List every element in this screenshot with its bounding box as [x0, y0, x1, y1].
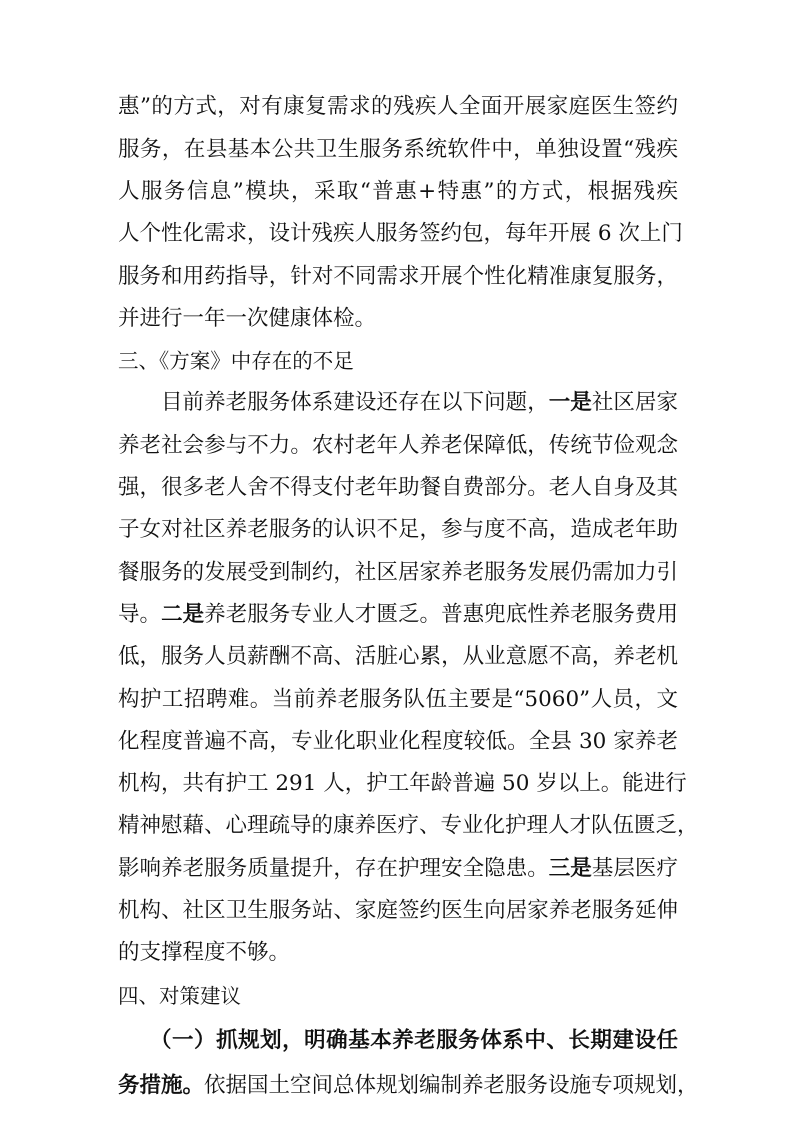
paragraph-2-line-2: 养老社会参与不力。农村老年人养老保障低，传统节俭观念: [118, 433, 678, 458]
paragraph-2-line-10: 机构，共有护工 291 人，护工年龄普遍 50 岁以上。能进行: [118, 771, 687, 796]
paragraph-3-line-2-text: 依据国土空间总体规划编制养老服务设施专项规划，: [204, 1073, 699, 1098]
point-two-label: 二是: [161, 602, 205, 627]
paragraph-2-line-9: 化程度普遍不高，专业化职业化程度较低。全县 30 家养老: [118, 729, 678, 754]
paragraph-1-line-4: 人个性化需求，设计残疾人服务签约包，每年开展 6 次上门: [118, 221, 683, 246]
paragraph-2-line-1-text: 目前养老服务体系建设还存在以下问题，: [161, 390, 549, 415]
paragraph-2-line-12-tail: 基层医疗: [591, 856, 678, 881]
paragraph-2-line-5: 餐服务的发展受到制约，社区居家养老服务发展仍需加力引: [118, 560, 678, 585]
paragraph-1-line-6: 并进行一年一次健康体检。: [118, 306, 377, 331]
paragraph-3-line-1: （一）抓规划，明确基本养老服务体系中、长期建设任: [150, 1028, 678, 1053]
paragraph-1-line-2: 服务，在县基本公共卫生服务系统软件中，单独设置“残疾: [118, 137, 678, 162]
point-three-label: 三是: [548, 856, 592, 881]
paragraph-2-line-3: 强，很多老人舍不得支付老年助餐自费部分。老人自身及其: [118, 475, 678, 500]
paragraph-3-line-2: [118, 1068, 699, 1104]
paragraph-2-line-6-tail: 养老服务专业人才匮乏。普惠兜底性养老服务费用: [204, 602, 678, 627]
paragraph-2-line-13: 机构、社区卫生服务站、家庭签约医生向居家养老服务延伸: [118, 898, 678, 923]
paragraph-2-line-1: [118, 385, 678, 421]
section-heading-3: 三、《方案》中存在的不足: [118, 349, 354, 373]
paragraph-2-line-8: 构护工招聘难。当前养老服务队伍主要是“5060”人员，文: [118, 687, 678, 712]
paragraph-3-line-2-lead: 务措施。: [118, 1073, 205, 1098]
paragraph-1-line-5: 服务和用药指导，针对不同需求开展个性化精准康复服务，: [118, 264, 678, 289]
paragraph-1-line-1: 惠”的方式，对有康复需求的残疾人全面开展家庭医生签约: [118, 94, 678, 119]
paragraph-2-line-6-head: 导。: [118, 602, 162, 627]
paragraph-2-line-7: 低，服务人员薪酬不高、活脏心累，从业意愿不高，养老机: [118, 644, 678, 669]
paragraph-2-line-1-tail: 社区居家: [591, 390, 678, 415]
section-heading-4: 四、对策建议: [118, 984, 241, 1008]
point-one-label: 一是: [548, 390, 592, 415]
paragraph-1-line-3: 人服务信息”模块，采取“普惠+特惠”的方式，根据残疾: [118, 179, 678, 204]
paragraph-2-line-4: 子女对社区养老服务的认识不足，参与度不高，造成老年助: [118, 517, 678, 542]
paragraph-2-line-6: [118, 597, 678, 633]
paragraph-2-line-12-head: 影响养老服务质量提升，存在护理安全隐患。: [118, 856, 549, 881]
paragraph-2-line-12: [118, 851, 678, 887]
paragraph-2-line-14: 的支撑程度不够。: [118, 940, 291, 965]
paragraph-2-line-11: 精神慰藉、心理疏导的康养医疗、专业化护理人才队伍匮乏，: [118, 813, 699, 838]
